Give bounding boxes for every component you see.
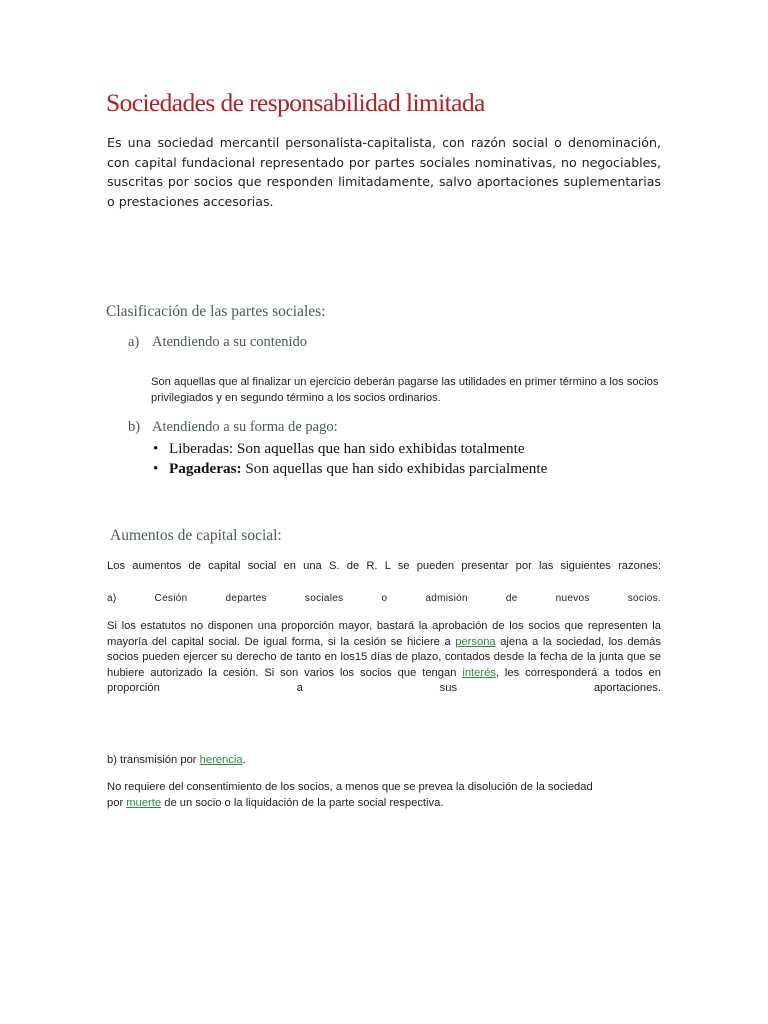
classification-a-label: Atendiendo a su contenido (152, 334, 308, 350)
intro-paragraph: Es una sociedad mercantil personalista-capitalista, con razón social o denominación, con capital fundacional representado por partes sociales nominativas, no negociables, suscritas por socios que responden limitadamente, salvo aportaciones suplementarias o prestaciones accesorias. (107, 135, 661, 209)
reason-a-word: o (381, 593, 388, 604)
classification-b-label: Atendiendo a su forma de pago: (152, 419, 338, 435)
paragraph-text: ajena a la sociedad, los demás socios pueden ejercer su derecho de tanto en los15 días de plazo, contados desde la fecha de la junta que se hubiere autorizado la cesión. Si son varios los socios que tengan (107, 635, 661, 679)
paragraph-text: Si los estatutos no disponen una proporción mayor, bastará la aprobación de los socios que representen la mayoría del capital social. De igual forma, si la cesión se hiciere a (107, 620, 661, 648)
reason-a-word: sociales (304, 593, 344, 604)
persona-link[interactable]: persona (455, 635, 496, 648)
classification-a-marker: a) (128, 334, 140, 350)
classification-a-heading (128, 334, 307, 351)
increases-reason-b (107, 753, 246, 769)
classification-heading: Clasificación de las partes sociales: (106, 303, 326, 320)
classification-a-text: Son aquellas que al finalizar un ejercicio deberán pagarse las utilidades en primer término a los socios privilegiados y en segundo término a los socios ordinarios. (151, 376, 659, 404)
increases-heading: Aumentos de capital social: (110, 527, 282, 544)
herencia-link[interactable]: herencia (199, 754, 243, 766)
reason-b-text: b) transmisión por (107, 754, 200, 766)
reason-a-word: socios. (627, 593, 661, 604)
payment-form-list (150, 439, 547, 478)
increases-reason-a (107, 591, 661, 607)
classification-b-heading (128, 419, 338, 436)
list-item-text: Son aquellas que han sido exhibidas parcialmente (241, 459, 548, 477)
reason-a-word: a) (107, 593, 117, 604)
bullet-icon: • (153, 440, 159, 457)
page-title: Sociedades de responsabilidad limitada (106, 88, 485, 117)
muerte-link[interactable]: muerte (126, 796, 162, 809)
list-item-term: Pagaderas: (169, 459, 242, 477)
interes-link[interactable]: interés (462, 666, 496, 679)
reason-a-word: de (505, 593, 518, 604)
inheritance-post: de un socio o la liquidación de la parte social respectiva. (161, 796, 444, 809)
reason-b-end: . (242, 754, 246, 766)
inheritance-pre: por (107, 796, 127, 809)
list-item-text: Son aquellas que han sido exhibidas totalmente (233, 440, 525, 457)
list-item (150, 459, 547, 479)
reason-a-word: admisión (425, 593, 468, 604)
increases-paragraph (107, 619, 661, 697)
inheritance-line-2 (107, 796, 661, 812)
paragraph-text: , les corresponderá a todos en proporción a sus aportaciones. (107, 666, 661, 694)
classification-b-marker: b) (128, 419, 141, 435)
list-item-term: Liberadas: (169, 440, 234, 457)
increases-intro: Los aumentos de capital social en una S. de R. L se pueden presentar por las siguientes razones: (107, 560, 661, 572)
reason-a-word: departes (225, 593, 267, 604)
inheritance-paragraph (107, 780, 661, 811)
bullet-icon: • (153, 459, 159, 477)
inheritance-line-1: No requiere del consentimiento de los socios, a menos que se prevea la disolución de la sociedad (107, 781, 593, 793)
reason-a-word: nuevos (555, 593, 590, 604)
list-item (150, 439, 547, 459)
reason-a-word: Cesión (154, 593, 188, 604)
